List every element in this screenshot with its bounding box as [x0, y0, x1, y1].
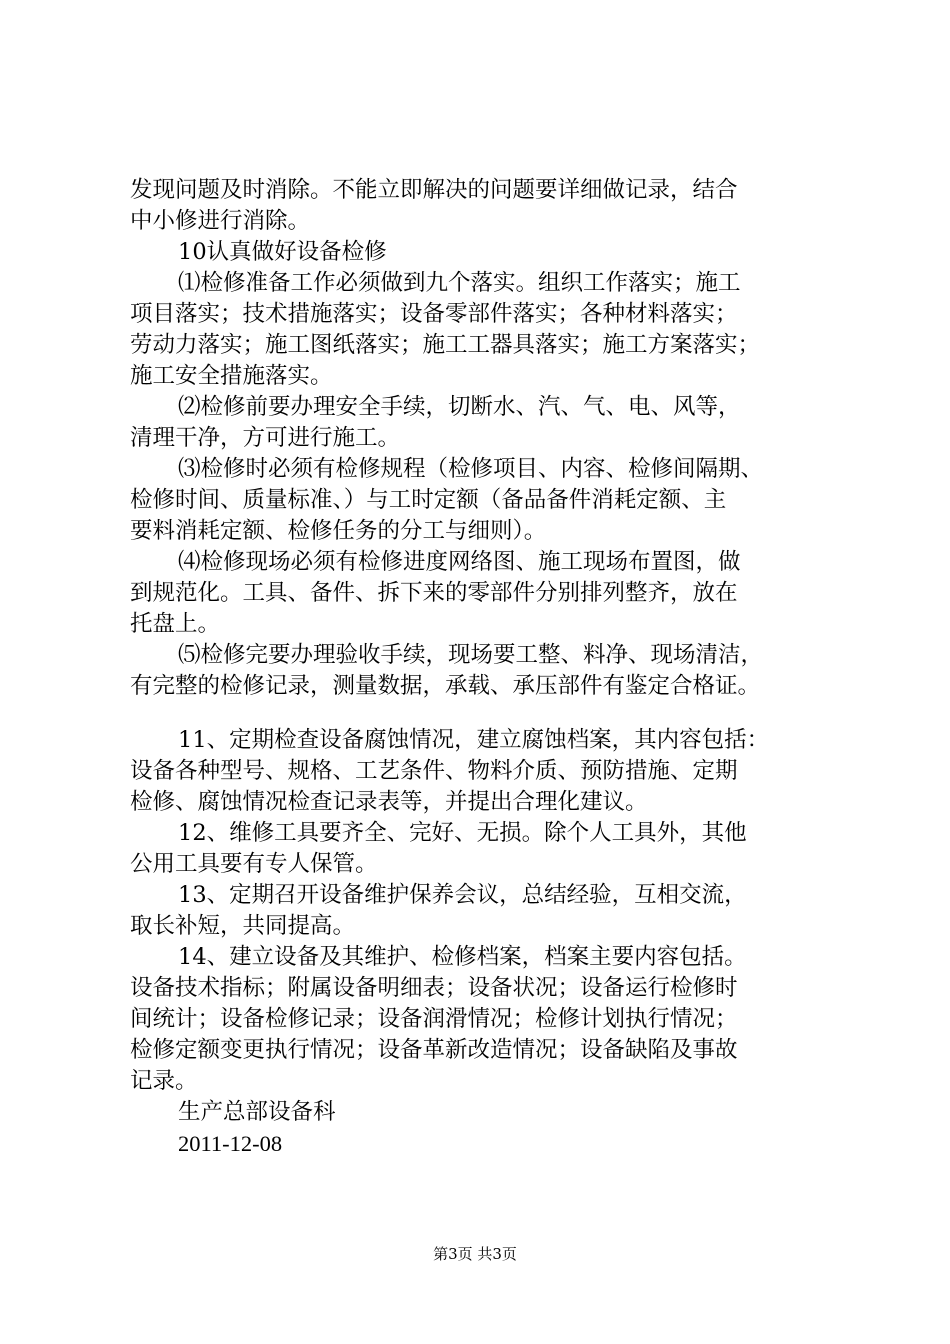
section-heading: 10认真做好设备检修: [178, 239, 387, 265]
document-body: [130, 175, 845, 1159]
page-footer: [0, 1244, 950, 1264]
paragraph-line: 劳动力落实；施工图纸落实；施工工器具落实；施工方案落实；: [130, 332, 761, 358]
paragraph-line: 中小修进行消除。: [130, 208, 311, 234]
paragraph-line: 要料消耗定额、检修任务的分工与细则）。: [130, 518, 547, 544]
paragraph-line: 托盘上。: [130, 611, 221, 637]
paragraph-line: 清理干净，方可进行施工。: [130, 425, 401, 451]
paragraph-line: 取长补短，共同提高。: [130, 913, 356, 939]
page-number-label: 第3页 共3页: [433, 1245, 517, 1263]
paragraph-line: 到规范化。工具、备件、拆下来的零部件分别排列整齐，放在: [130, 580, 738, 606]
paragraph-line: 设备技术指标；附属设备明细表；设备状况；设备运行检修时: [130, 975, 738, 1001]
paragraph-line: 14、建立设备及其维护、检修档案，档案主要内容包括。: [178, 944, 747, 970]
paragraph-line: 记录。: [130, 1068, 198, 1094]
paragraph-line: 项目落实；技术措施落实；设备零部件落实；各种材料落实；: [130, 301, 738, 327]
paragraph-line: 施工安全措施落实。: [130, 363, 333, 389]
signature-department: 生产总部设备科: [178, 1099, 336, 1125]
paragraph-line: ⑸检修完要办理验收手续，现场要工整、料净、现场清洁，: [178, 642, 764, 668]
paragraph-line: 公用工具要有专人保管。: [130, 851, 378, 877]
paragraph-line: ⑴检修准备工作必须做到九个落实。组织工作落实；施工: [178, 270, 741, 296]
paragraph-line: 有完整的检修记录，测量数据，承载、承压部件有鉴定合格证。: [130, 673, 761, 699]
paragraph-line: 检修定额变更执行情况；设备革新改造情况；设备缺陷及事故: [130, 1037, 738, 1063]
paragraph-gap: [130, 702, 845, 725]
paragraph-line: 11、定期检查设备腐蚀情况，建立腐蚀档案，其内容包括：: [178, 727, 770, 753]
paragraph-line: 13、定期召开设备维护保养会议，总结经验，互相交流，: [178, 882, 747, 908]
paragraph-line: ⑵检修前要办理安全手续，切断水、汽、气、电、风等，: [178, 394, 741, 420]
paragraph-line: 检修时间、质量标准、）与工时定额（备品备件消耗定额、主: [130, 487, 727, 513]
paragraph-line: 间统计；设备检修记录；设备润滑情况；检修计划执行情况；: [130, 1006, 738, 1032]
paragraph-line: 检修、腐蚀情况检查记录表等，并提出合理化建议。: [130, 789, 648, 815]
paragraph-line: 12、维修工具要齐全、完好、无损。除个人工具外，其他: [178, 820, 747, 846]
paragraph-line: 发现问题及时消除。不能立即解决的问题要详细做记录，结合: [130, 177, 738, 203]
signature-date: 2011-12-08: [178, 1131, 283, 1156]
paragraph-line: 设备各种型号、规格、工艺条件、物料介质、预防措施、定期: [130, 758, 738, 784]
paragraph-line: ⑷检修现场必须有检修进度网络图、施工现场布置图，做: [178, 549, 741, 575]
paragraph-line: ⑶检修时必须有检修规程（检修项目、内容、检修间隔期、: [178, 456, 764, 482]
